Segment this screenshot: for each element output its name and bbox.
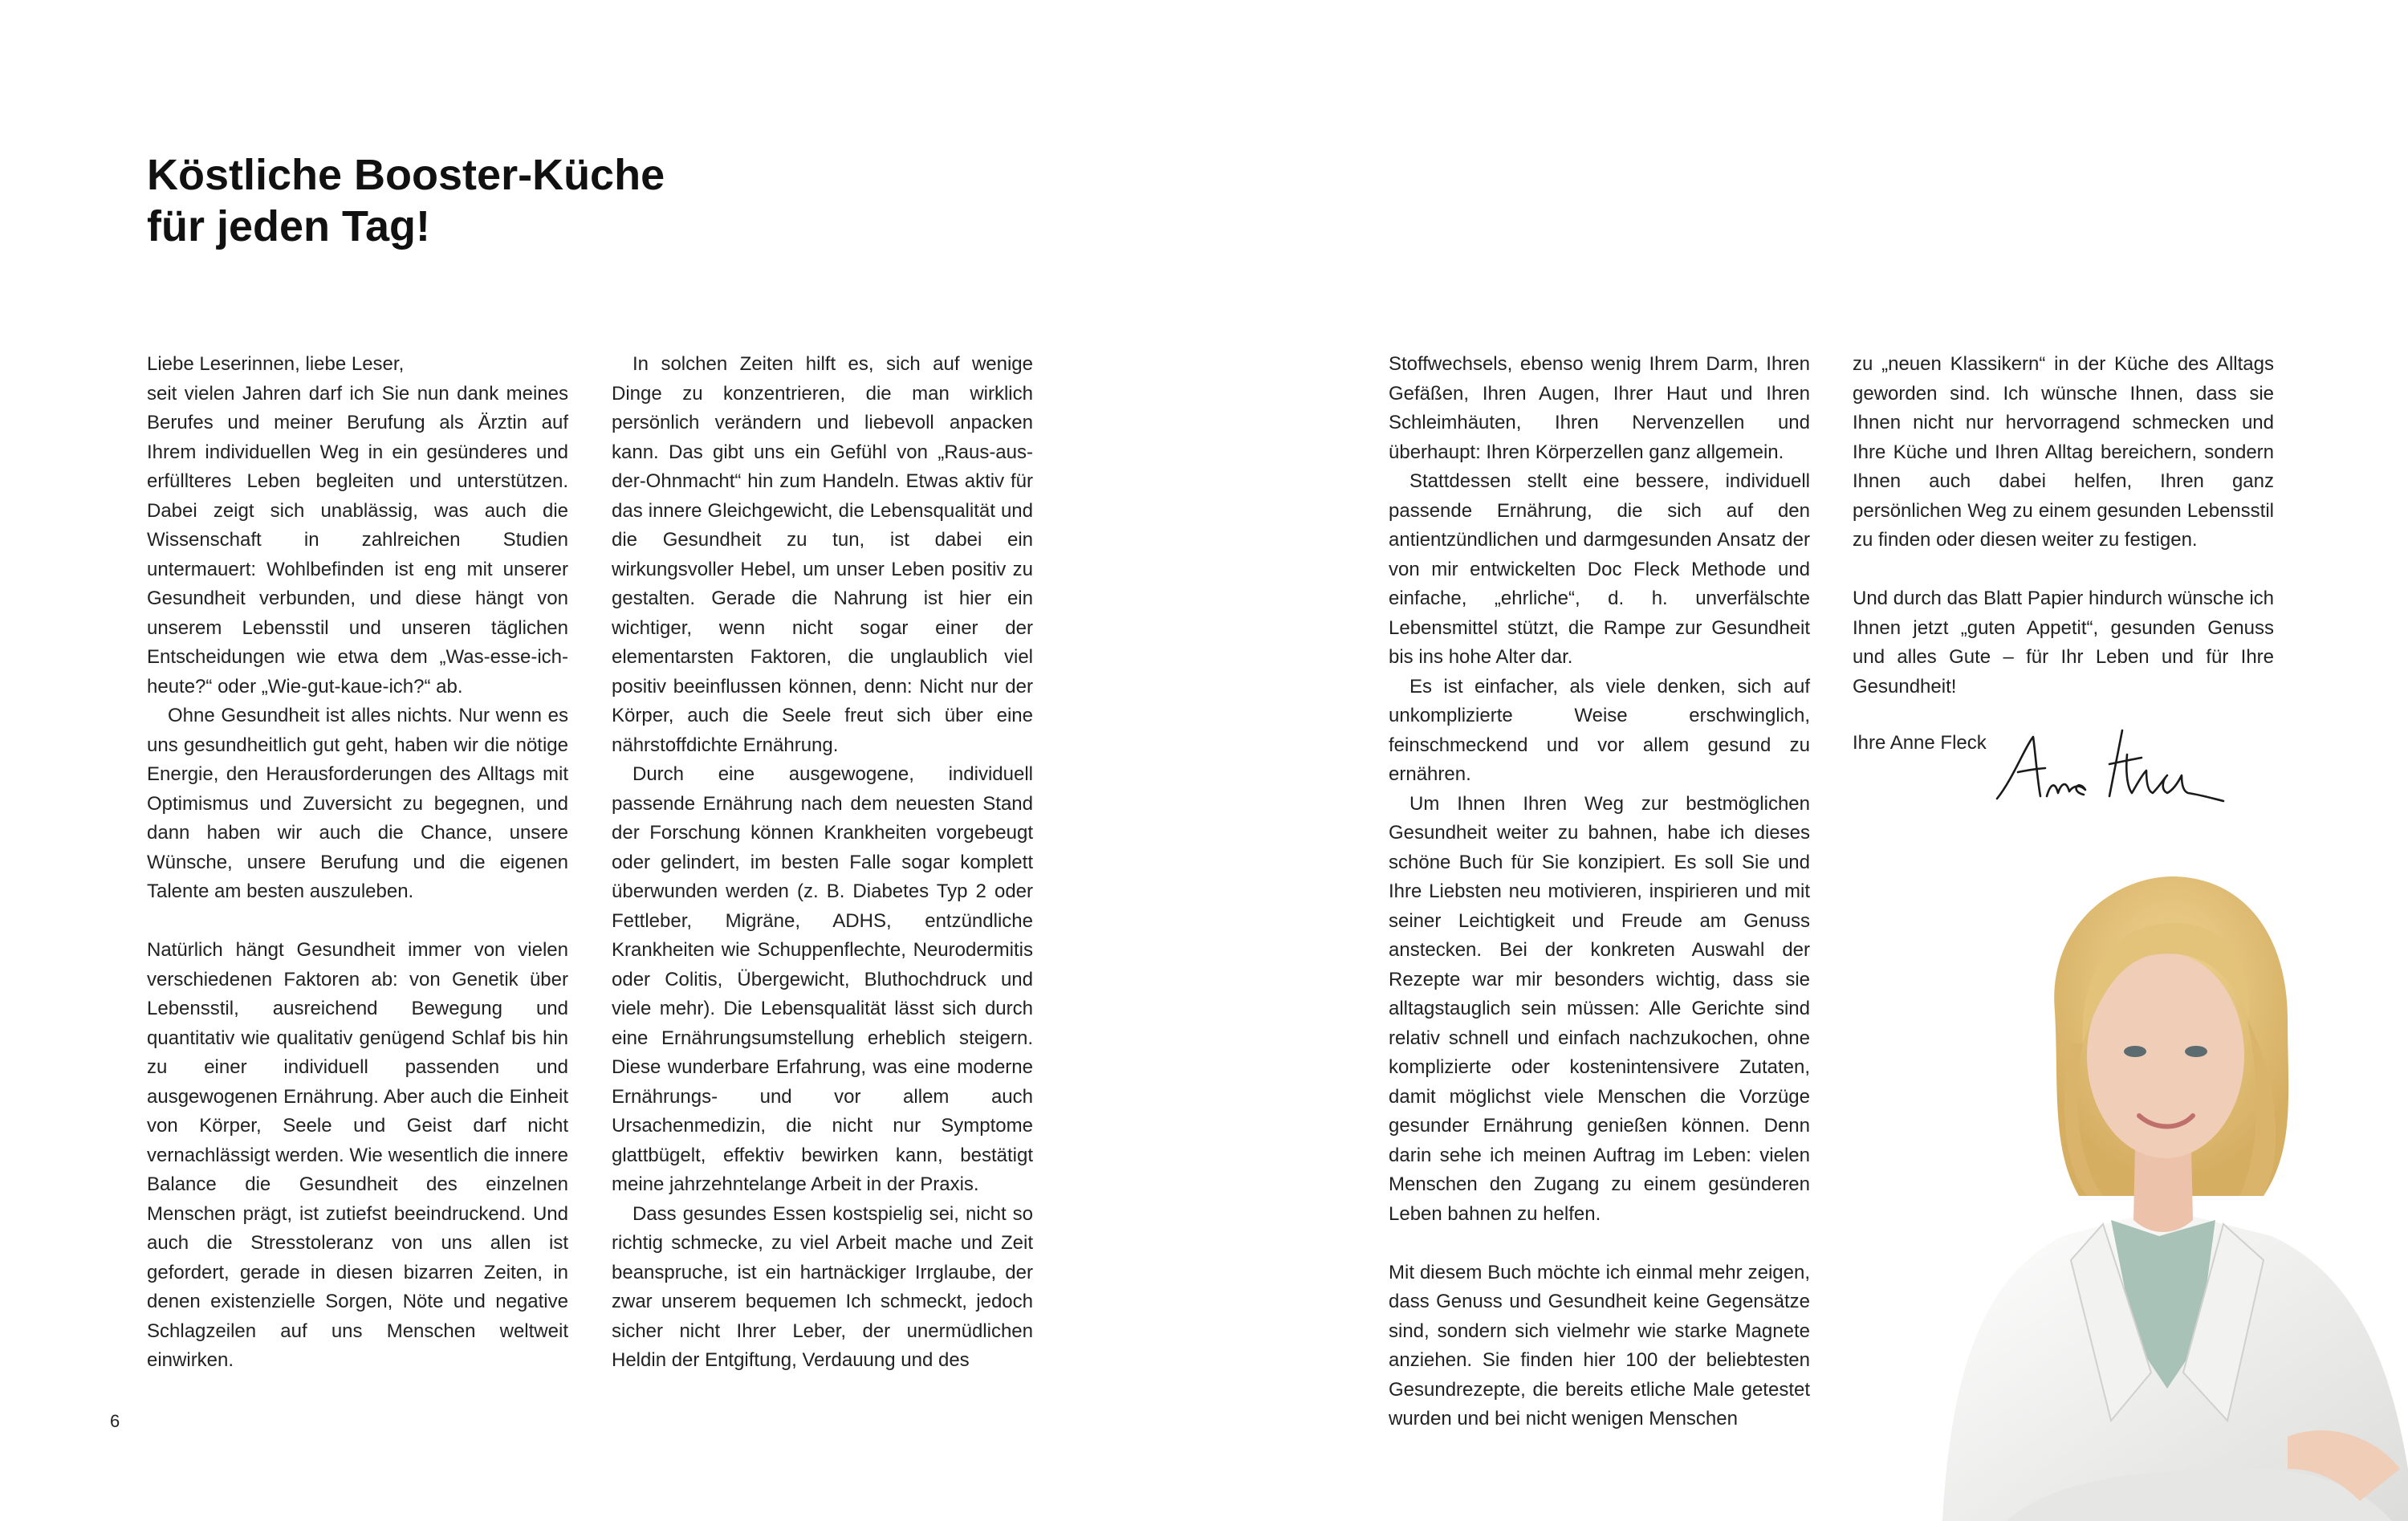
paragraph: Um Ihnen Ihren Weg zur bestmöglichen Gesundheit weiter zu bahnen, habe ich dieses schöne Buch für Sie konzipiert. Es soll Sie und Ihre Liebsten neu motivieren, inspirieren und mit seiner Leichtigkeit und Freude am Genuss anstecken. Bei der konkreten Auswahl der Rezepte war mir besonders wichtig, dass sie alltagstauglich sein müssen: Alle Gerichte sind relativ schnell und einfach nachzukochen, ohne komplizierte oder kostenintensivere Zutaten, damit möglichst viele Menschen die Vorzüge gesunder Ernährung genießen können. Denn darin sehe ich meinen Auftrag im Leben: vielen Menschen den Zugang zu einem gesünderen Leben bahnen zu helfen.	[1389, 792, 1810, 1225]
signature-image	[1989, 722, 2230, 819]
paragraph: Durch eine ausgewogene, individuell passende Ernährung nach dem neuesten Stand der Forschung können Krankheiten vorgebeugt oder gelindert, im besten Falle sogar komplett überwunden werden (z. B. Diabetes Typ 2 oder Fettleber, Migräne, ADHS, entzündliche Krankheiten wie Schuppenflechte, Neurodermitis oder Colitis, Übergewicht, Bluthochdruck und viele mehr). Die Lebensqualität lässt sich durch eine Ernährungsumstellung erheblich steigern. Diese wunderbare Erfahrung, was eine moderne Ernährungs- und vor allem auch Ursachenmedizin, die nicht nur Symptome glattbügelt, effektiv bewirken kann, bestätigt meine jahrzehntelange Arbeit in der Praxis.	[612, 763, 1033, 1195]
page-number: 6	[110, 1411, 120, 1431]
paragraph: Dass gesundes Essen kostspielig sei, nicht so richtig schmecke, zu viel Arbeit mache und Zeit beanspruche, ist ein hartnäckiger Irrglaube, der zwar unserem bequemen Ich schmeckt, jedoch sicher nicht Ihrer Leber, der unermüdlichen Heldin der Entgiftung, Verdauung und des	[612, 1202, 1033, 1371]
salutation: Liebe Leserinnen, liebe Leser,	[147, 353, 405, 375]
paragraph: Stoffwechsels, ebenso wenig Ihrem Darm, Ihren Gefäßen, Ihren Augen, Ihrer Haut und Ihren Schleimhäuten, Ihren Nervenzellen und überhaupt: Ihren Körperzellen ganz allgemein.	[1389, 353, 1810, 463]
paragraph: Stattdessen stellt eine bessere, individuell passende Ernährung, die sich auf den antientzündlichen und darmgesunden Ansatz der von mir entwickelten Doc Fleck Methode und einfache, „ehrliche“, d. h. unverfälschte Lebensmittel stützt, die Rampe zur Gesundheit bis ins hohe Alter dar.	[1389, 470, 1810, 668]
title-line-1: Köstliche Booster-Küche	[147, 151, 665, 199]
author-portrait	[1910, 859, 2408, 1521]
text-column-1	[147, 350, 568, 1376]
paragraph: Mit diesem Buch möchte ich einmal mehr zeigen, dass Genuss und Gesundheit keine Gegensätze sind, sondern sich vielmehr wie starke Magnete anziehen. Sie finden hier 100 der beliebtesten Gesundrezepte, die bereits etliche Male getestet wurden und bei nicht wenigen Menschen	[1389, 1261, 1810, 1429]
paragraph: zu „neuen Klassikern“ in der Küche des Alltags geworden sind. Ich wünsche Ihnen, dass sie Ihnen nicht nur hervorragend schmecken und Ihre Küche und Ihren Alltag bereichern, sondern Ihnen auch dabei helfen, Ihren ganz persönlichen Weg zu einem gesunden Lebensstil zu finden oder diesen weiter zu festigen.	[1853, 353, 2274, 551]
paragraph: Es ist einfacher, als viele denken, sich auf unkomplizierte Weise erschwinglich, feinschmeckend und vor allem gesund zu ernähren.	[1389, 675, 1810, 785]
text-column-2	[612, 350, 1033, 1376]
paragraph: Ohne Gesundheit ist alles nichts. Nur wenn es uns gesundheitlich gut geht, haben wir die nötige Energie, den Herausforderungen des Alltags mit Optimismus und Zuversicht zu begegnen, und dann haben wir auch die Chance, unsere Wünsche, unsere Berufung und die eigenen Talente am besten auszuleben.	[147, 705, 568, 902]
signoff: Ihre Anne Fleck	[1853, 732, 1987, 754]
title-line-2: für jeden Tag!	[147, 202, 431, 250]
paragraph: In solchen Zeiten hilft es, sich auf wenige Dinge zu konzentrieren, die man wirklich persönlich verändern und liebevoll anpacken kann. Das gibt uns ein Gefühl von „Raus-aus-der-Ohnmacht“ hin zum Handeln. Etwas aktiv für das innere Gleichgewicht, die Lebensqualität und die Gesundheit zu tun, ist dabei ein wirkungsvoller Hebel, um unser Leben positiv zu gestalten. Gerade die Nahrung ist hier ein wichtiger, wenn nicht sogar einer der elementarsten Faktoren, die unglaublich viel positiv beeinflussen können, denn: Nicht nur der Körper, auch die Seele freut sich über eine nährstoffdichte Ernährung.	[612, 353, 1033, 756]
text-column-3	[1389, 350, 1810, 1434]
paragraph: seit vielen Jahren darf ich Sie nun dank meines Berufes und meiner Berufung als Ärztin auf Ihrem individuellen Weg in ein gesünderes und erfüllteres Leben begleiten und unterstützen. Dabei zeigt sich unablässig, was auch die Wissenschaft in zahlreichen Studien untermauert: Wohlbefinden ist eng mit unserer Gesundheit verbunden, und diese hängt von unserem Lebensstil und unseren täglichen Entscheidungen wie etwa dem „Was-esse-ich-heute?“ oder „Wie-gut-kaue-ich?“ ab.	[147, 382, 568, 697]
text-column-4	[1853, 350, 2274, 702]
paragraph: Und durch das Blatt Papier hindurch wünsche ich Ihnen jetzt „guten Appetit“, gesunden Genuss und alles Gute – für Ihr Leben und für Ihre Gesundheit!	[1853, 588, 2274, 697]
page-title	[147, 149, 869, 252]
paragraph: Natürlich hängt Gesundheit immer von vielen verschiedenen Faktoren ab: von Genetik über Lebensstil, ausreichend Bewegung und quantitativ wie qualitativ genügend Schlaf bis hin zu einer individuell passenden und ausgewogenen Ernährung. Aber auch die Einheit von Körper, Seele und Geist darf nicht vernachlässigt werden. Wie wesentlich die innere Balance die Gesundheit des einzelnen Menschen prägt, ist zutiefst beeindruckend. Und auch die Stresstoleranz von uns allen ist gefordert, gerade in diesen bizarren Zeiten, in denen existenzielle Sorgen, Nöte und negative Schlagzeilen auf uns Menschen weltweit einwirken.	[147, 939, 568, 1371]
